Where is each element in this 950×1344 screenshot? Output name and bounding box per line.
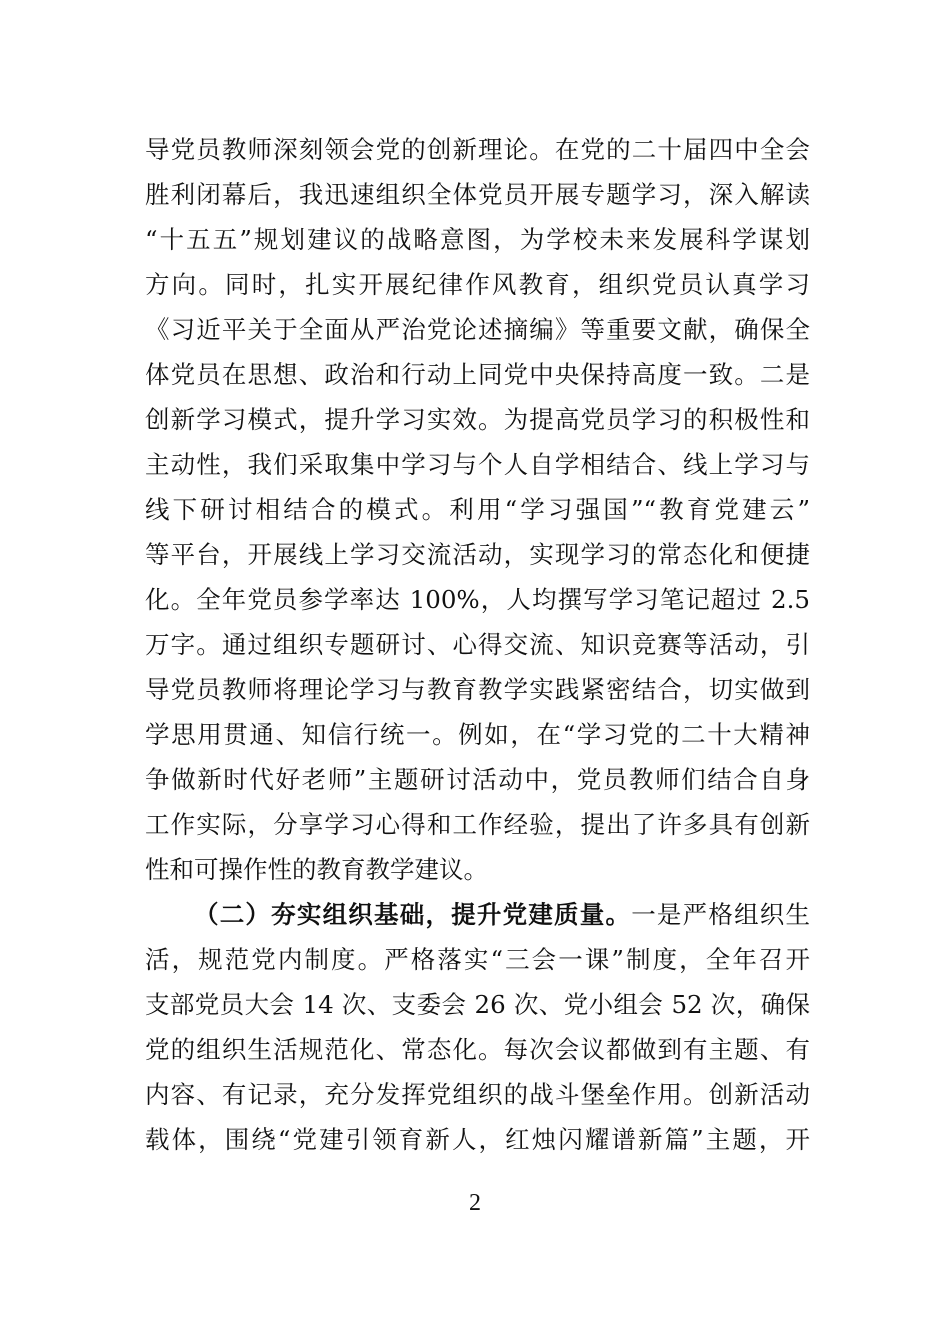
- section-heading: （二）夯实组织基础，提升党建质量。: [194, 900, 632, 929]
- section-first-line-text: 一是严格组织生: [631, 900, 811, 929]
- text-line: 线下研讨相结合的模式。利用“学习强国”“教育党建云”: [145, 495, 810, 524]
- text-line: 体党员在思想、政治和行动上同党中央保持高度一致。二是: [145, 360, 810, 389]
- page-number: 2: [469, 1190, 481, 1216]
- text-line: 载体，围绕“党建引领育新人，红烛闪耀谱新篇”主题，开: [145, 1125, 810, 1154]
- text-line: 等平台，开展线上学习交流活动，实现学习的常态化和便捷: [145, 540, 810, 569]
- text-line: 胜利闭幕后，我迅速组织全体党员开展专题学习，深入解读: [145, 180, 810, 209]
- text-line: 《习近平关于全面从严治党论述摘编》等重要文献，确保全: [145, 315, 810, 344]
- text-line: 导党员教师深刻领会党的创新理论。在党的二十届四中全会: [145, 135, 810, 164]
- section-first-line: [194, 900, 810, 930]
- text-line: 党的组织生活规范化、常态化。每次会议都做到有主题、有: [145, 1035, 810, 1064]
- text-line: 主动性，我们采取集中学习与个人自学相结合、线上学习与: [145, 450, 810, 479]
- text-line: 内容、有记录，充分发挥党组织的战斗堡垒作用。创新活动: [145, 1080, 810, 1109]
- text-line: “十五五”规划建议的战略意图，为学校未来发展科学谋划: [145, 225, 810, 254]
- text-line: 方向。同时，扎实开展纪律作风教育，组织党员认真学习: [145, 270, 810, 299]
- text-line: 化。全年党员参学率达 100%，人均撰写学习笔记超过 2.5: [145, 585, 810, 614]
- text-line: 创新学习模式，提升学习实效。为提高党员学习的积极性和: [145, 405, 810, 434]
- text-line: 支部党员大会 14 次、支委会 26 次、党小组会 52 次，确保: [145, 990, 810, 1019]
- text-line: 工作实际，分享学习心得和工作经验，提出了许多具有创新: [145, 810, 810, 839]
- text-line: 活，规范党内制度。严格落实“三会一课”制度，全年召开: [145, 945, 810, 974]
- text-line: 学思用贯通、知信行统一。例如，在“学习党的二十大精神: [145, 720, 810, 749]
- text-line: 万字。通过组织专题研讨、心得交流、知识竞赛等活动，引: [145, 630, 810, 659]
- text-line: 性和可操作性的教育教学建议。: [145, 855, 488, 884]
- text-line: 导党员教师将理论学习与教育教学实践紧密结合，切实做到: [145, 675, 810, 704]
- text-line: 争做新时代好老师”主题研讨活动中，党员教师们结合自身: [145, 765, 810, 794]
